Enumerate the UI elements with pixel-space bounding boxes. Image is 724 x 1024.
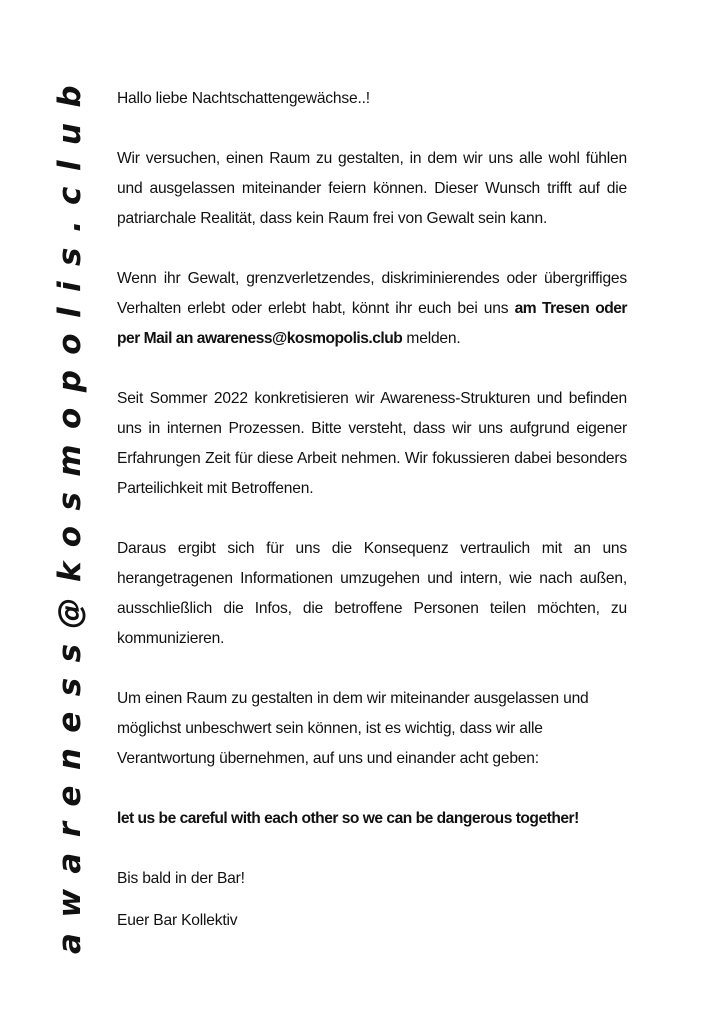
signature: Euer Bar Kollektiv bbox=[117, 912, 238, 929]
paragraph-responsibility: Um einen Raum zu gestalten in dem wir miteinander ausgelassen und möglichst unbeschwert sein können, ist es wichtig, dass wir alle Verantwortung übernehmen, auf uns und einander acht geben: bbox=[117, 690, 589, 767]
paragraph-structures: Seit Sommer 2022 konkretisieren wir Awareness-Strukturen und befinden uns in internen Prozessen. Bitte versteht, dass wir uns aufgrund eigener Erfahrungen Zeit für diese Arbeit nehmen. Wir fokussieren dabei besonders Parteilichkeit mit Betroffenen. bbox=[117, 390, 627, 497]
paragraph-confidentiality: Daraus ergibt sich für uns die Konsequenz vertraulich mit an uns herangetragenen Informationen umzugehen und intern, wie nach außen, ausschließlich die Infos, die betroffene Personen teilen möchten, zu kommunizieren. bbox=[117, 540, 627, 647]
paragraph-report bbox=[117, 264, 627, 354]
paragraph-report-end: melden. bbox=[402, 330, 461, 347]
motto bbox=[117, 804, 627, 834]
paragraph-report-start: Wenn ihr Gewalt, grenzverletzendes, diskriminierendes oder übergriffiges Verhalten erlebt oder erlebt habt, könnt ihr euch bei uns bbox=[117, 270, 627, 317]
paragraph-intro: Wir versuchen, einen Raum zu gestalten, in dem wir uns alle wohl fühlen und ausgelassen miteinander feiern können. Dieser Wunsch trifft auf die patriarchale Realität, dass kein Raum frei von Gewalt sein kann. bbox=[117, 150, 627, 227]
greeting: Hallo liebe Nachtschattengewächse..! bbox=[117, 90, 370, 107]
side-banner-email: awareness@kosmopolis.club bbox=[52, 70, 88, 954]
letter-body bbox=[117, 84, 627, 966]
report-contact-highlight: am Tresen oder per Mail an awareness@kosmopolis.club bbox=[117, 300, 627, 347]
closing: Bis bald in der Bar! bbox=[117, 870, 245, 887]
motto-text: let us be careful with each other so we can be dangerous together! bbox=[117, 810, 579, 827]
